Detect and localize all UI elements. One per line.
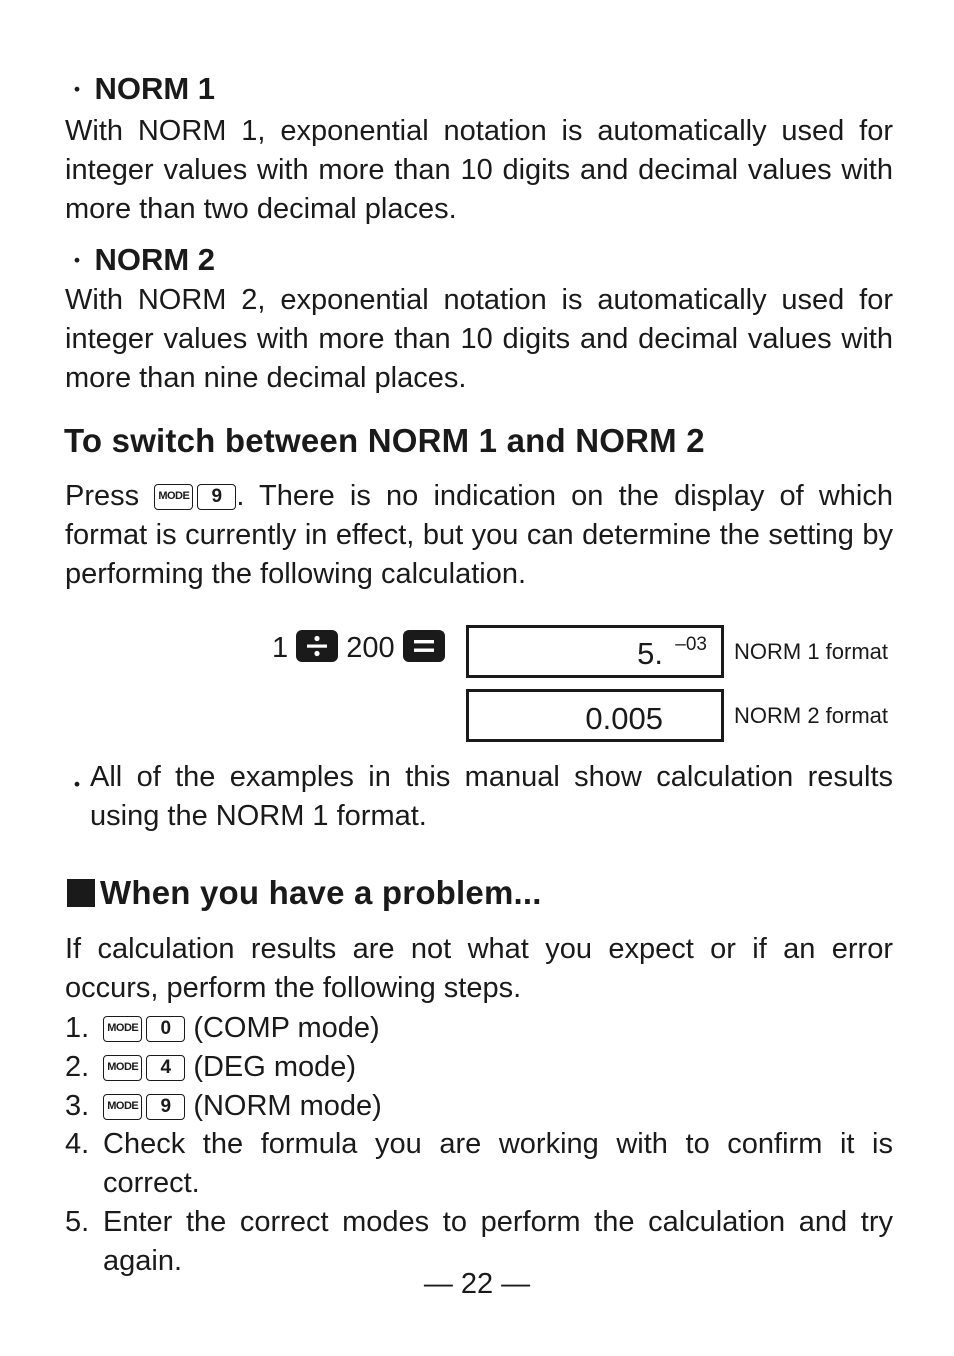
press-word: Press [65, 480, 140, 512]
norm2-display-value: 0.005 [585, 701, 663, 736]
step-text: (DEG mode) [193, 1051, 357, 1083]
norm1-heading: NORM 1 [94, 71, 216, 106]
norm1-heading-row [64, 70, 215, 107]
norm2-body: With NORM 2, exponential notation is automatically used for integer values with more than 10 digits and decimal values with more than nine decimal places. [65, 284, 893, 394]
norm2-format-label: NORM 2 format [734, 703, 889, 728]
step-number: 3. [65, 1090, 90, 1122]
mode-key-icon: MODE [103, 1016, 142, 1042]
switch-body-text: . There is no indication on the display of which format is currently in effect, but you can determine the setting by performing the following calculation. [65, 480, 893, 590]
list-item [65, 1048, 356, 1087]
norm2-display [466, 689, 724, 742]
mode-key-icon: MODE [154, 484, 193, 510]
step-number: 2. [65, 1051, 90, 1083]
step-number: 1. [65, 1012, 90, 1044]
bullet-icon: ・ [64, 770, 91, 800]
step-number: 4. [65, 1128, 90, 1160]
norm1-display [466, 625, 724, 678]
step-text: (NORM mode) [193, 1090, 382, 1122]
operand-2: 200 [346, 632, 395, 664]
note-text: All of the examples in this manual show calculation results using the NORM 1 format. [90, 761, 893, 832]
number-key-icon: 9 [146, 1094, 185, 1120]
list-item [65, 1009, 380, 1048]
step-number: 5. [65, 1206, 90, 1238]
list-item [65, 1087, 382, 1126]
norm1-body: With NORM 1, exponential notation is automatically used for integer values with more than 10 digits and decimal values with more than two decimal places. [65, 115, 893, 225]
bullet-icon: ・ [64, 246, 91, 276]
norm2-heading-row [64, 241, 215, 278]
step-text: Check the formula you are working with to confirm it is correct. [103, 1128, 893, 1199]
equals-key-icon [403, 630, 445, 662]
square-bullet-icon [67, 879, 95, 907]
bullet-icon: ・ [64, 75, 91, 105]
operand-1: 1 [272, 632, 289, 664]
nine-key-icon: 9 [197, 484, 236, 510]
step-text: Enter the correct modes to perform the calculation and try again. [103, 1206, 893, 1277]
calc-key-sequence [272, 630, 445, 666]
number-key-icon: 0 [146, 1016, 185, 1042]
mode-key-icon: MODE [103, 1094, 142, 1120]
step-text: (COMP mode) [193, 1012, 380, 1044]
norm1-display-value: 5. [637, 636, 663, 671]
problem-section-title: When you have a problem... [100, 874, 542, 911]
mode-key-icon: MODE [103, 1055, 142, 1081]
switch-section-title: To switch between NORM 1 and NORM 2 [64, 422, 705, 459]
norm1-display-exponent: –03 [675, 634, 707, 655]
number-key-icon: 4 [146, 1055, 185, 1081]
divide-key-icon [296, 630, 338, 662]
norm2-heading: NORM 2 [94, 242, 216, 277]
switch-section-body [65, 477, 893, 594]
norm1-format-label: NORM 1 format [734, 639, 889, 664]
page-number: — 22 — [423, 1268, 531, 1300]
problem-intro: If calculation results are not what you expect or if an error occurs, perform the following steps. [65, 933, 893, 1004]
